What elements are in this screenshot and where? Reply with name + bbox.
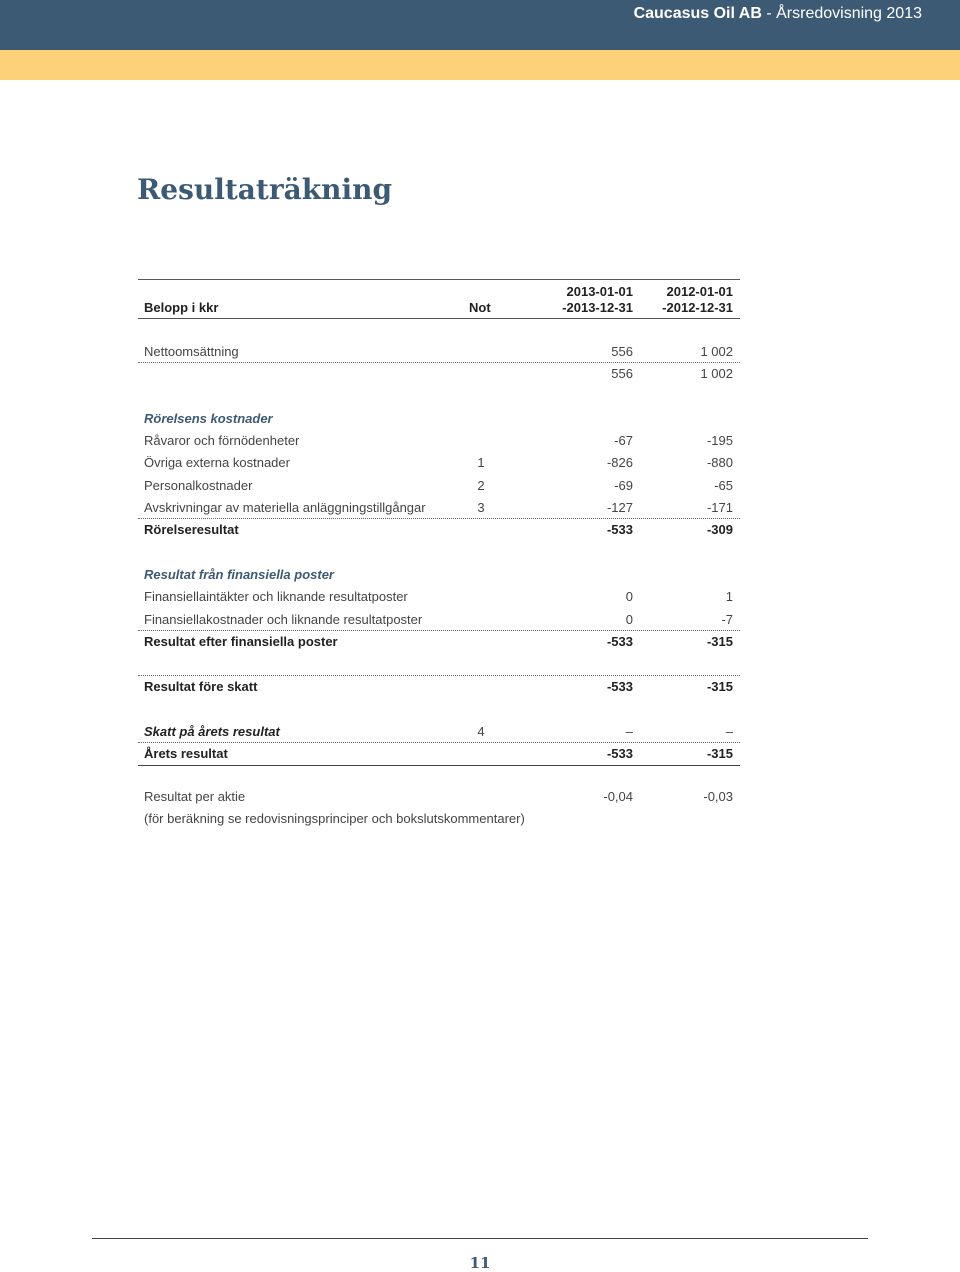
column-header-2012 (662, 284, 733, 316)
value-2013: 556 (611, 366, 633, 382)
row-label: Nettoomsättning (144, 344, 239, 359)
note-ref: 1 (477, 455, 485, 471)
earnings-per-share (144, 786, 734, 830)
value-2012: -315 (706, 679, 733, 695)
footer-divider (92, 1238, 868, 1239)
row-label: Årets resultat (144, 746, 228, 762)
value-2012: -171 (706, 500, 733, 516)
value-2012: -880 (706, 455, 733, 471)
header-separator: - (761, 5, 777, 22)
page-number: 11 (469, 1254, 491, 1272)
row-label: Personalkostnader (144, 477, 253, 493)
value-2012: -65 (714, 477, 733, 493)
eps-value-2012: -0,03 (703, 789, 733, 804)
eps-value-2013: -0,04 (603, 789, 633, 804)
header-bar (0, 0, 960, 50)
value-2013: – (625, 724, 633, 740)
eps-row (144, 786, 734, 808)
document-name: Årsredovisning 2013 (776, 5, 922, 22)
note-ref: 4 (477, 724, 485, 740)
value-2012: -315 (706, 633, 733, 649)
row-label: Råvaror och förnödenheter (144, 433, 300, 449)
row-label: Resultat före skatt (144, 679, 258, 695)
section-heading (138, 408, 740, 430)
table-row-total (138, 743, 740, 765)
value-2012: -195 (706, 433, 733, 449)
table-row-total (138, 519, 740, 541)
value-2012: 1 002 (700, 344, 733, 359)
row-label: Finansiellakostnader och liknande resultatposter (144, 611, 423, 627)
column-header-2012-start: 2012-01-01 (666, 284, 733, 299)
value-2012: -309 (706, 522, 733, 538)
eps-note: (för beräkning se redovisningsprinciper och bokslutskommentarer) (144, 811, 525, 826)
eps-label: Resultat per aktie (144, 789, 246, 804)
value-2013: -67 (614, 433, 633, 449)
table-row (138, 721, 740, 743)
note-ref: 3 (477, 500, 485, 516)
table-row (138, 430, 740, 452)
column-header-note: Not (469, 300, 491, 315)
value-2013: -533 (606, 679, 633, 695)
value-2013: -533 (606, 633, 633, 649)
value-2012: – (725, 724, 733, 740)
value-2012: 1 (725, 589, 733, 605)
column-header-2012-end: -2012-12-31 (662, 300, 733, 315)
value-2013: 0 (625, 589, 633, 605)
value-2013: 556 (611, 344, 633, 359)
table-header (138, 280, 740, 319)
table-row-total (138, 675, 740, 698)
value-2013: 0 (625, 611, 633, 627)
row-label: Rörelseresultat (144, 522, 239, 538)
table-row (138, 497, 740, 519)
value-2012: -315 (706, 746, 733, 762)
row-label: Resultat från finansiella poster (144, 566, 334, 582)
row-label: Skatt på årets resultat (144, 724, 280, 740)
header-title (634, 2, 922, 26)
column-header-2013 (562, 284, 633, 316)
column-header-2013-start: 2013-01-01 (566, 284, 633, 299)
value-2013: -826 (606, 455, 633, 471)
value-2013: -127 (606, 500, 633, 516)
table-row (138, 475, 740, 497)
table-row (138, 609, 740, 631)
value-2012: -7 (721, 611, 733, 627)
accent-bar (0, 50, 960, 80)
table-row (138, 452, 740, 474)
income-statement-table (138, 279, 740, 766)
table-row (138, 341, 740, 363)
column-header-amount: Belopp i kkr (144, 300, 219, 315)
section-heading (138, 564, 740, 586)
row-label: Övriga externa kostnader (144, 455, 290, 471)
value-2012: 1 002 (700, 366, 733, 382)
row-label: Resultat efter finansiella poster (144, 633, 338, 649)
row-label: Avskrivningar av materiella anläggningstillgångar (144, 500, 426, 516)
value-2013: -533 (606, 522, 633, 538)
row-label: Finansiellaintäkter och liknande resultatposter (144, 589, 408, 605)
row-label: Rörelsens kostnader (144, 410, 273, 426)
page-title: Resultaträkning (137, 173, 393, 206)
table-row (138, 586, 740, 608)
table-row-subtotal (138, 363, 740, 385)
table-row-total (138, 631, 740, 653)
value-2013: -533 (606, 746, 633, 762)
column-header-2013-end: -2013-12-31 (562, 300, 633, 315)
value-2013: -69 (614, 477, 633, 493)
note-ref: 2 (477, 477, 485, 493)
company-name: Caucasus Oil AB (633, 5, 762, 22)
